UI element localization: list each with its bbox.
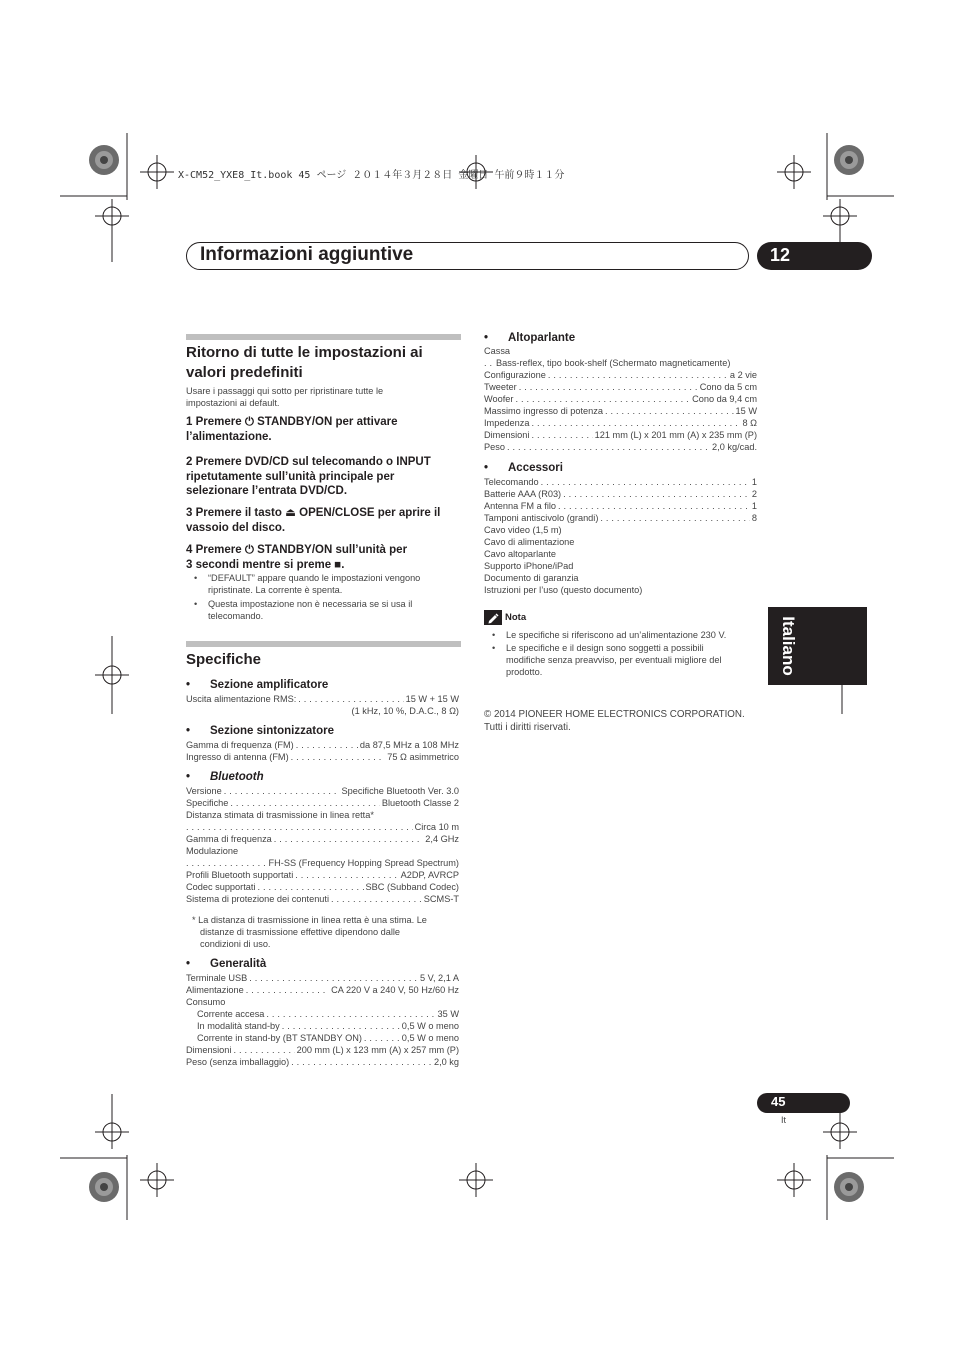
spec-label: Modulazione [186,846,239,856]
spec-condition: (1 kHz, 10 %, D.A.C., 8 Ω) [351,706,459,716]
spec-row: Massimo ingresso di potenza . . . 15 W [484,405,757,417]
crosshair-icon [140,1163,174,1197]
crosshair-icon [95,199,129,233]
spec-row: Gamma di frequenza . . . 2,4 GHz [186,833,459,845]
spec-row: . . . Circa 10 m [186,821,459,833]
amp-title: • Sezione amplificatore [186,679,329,691]
spec-row: Profili Bluetooth supportati . . . A2DP, AVRCP [186,869,459,881]
spec-row: Antenna FM a filo . . . 1 [484,500,757,512]
spec-row: . . . Bass-reflex, tipo book-shelf (Schermato magneticamente) [484,357,757,369]
crosshair-icon [777,1163,811,1197]
note-list [484,629,759,678]
step-4: 4 Premere ⏻ STANDBY/ON sull’unità per 3 secondi mentre si preme ■. [186,544,408,571]
bluetooth-footnote: * La distanza di trasmissione in linea retta è una stima. Le distanze di trasmissione effettive dipendono dalle condizioni di uso. [192,915,427,949]
step-4-notes [186,572,461,622]
specs-block [186,679,459,1068]
crosshair-icon [95,636,129,714]
crosshair-icon [777,155,811,189]
list-item: • Questa impostazione non è necessaria se si usa il telecomando. [186,598,461,622]
tuner-title: • Sezione sintonizzatore [186,725,334,737]
section-rule [186,641,461,647]
spec-row: Peso (senza imballaggio) . . . 2,0 kg [186,1056,459,1068]
spec-row: Codec supportati . . . SBC (Subband Codec) [186,881,459,893]
speaker-title: • Altoparlante [484,332,576,344]
spec-row: In modalità stand-by . . . 0,5 W o meno [186,1020,459,1032]
copyright: © 2014 PIONEER HOME ELECTRONICS CORPORATION. Tutti i diritti riservati. [484,709,745,733]
print-slug: X-CM52_YXE8_It.book 45 ページ ２０１４年３月２８日 金曜日 午前９時１１分 [178,170,565,181]
crosshair-icon [140,155,174,189]
starburst-icon [834,145,864,175]
list-item: • Le specifiche si riferiscono ad un’alimentazione 230 V. [484,629,759,641]
spec-row: Configurazione . . . a 2 vie [484,369,757,381]
speaker-block [484,332,757,596]
spec-row: Tweeter . . . Cono da 5 cm [484,381,757,393]
list-item: Cavo video (1,5 m) [484,525,562,535]
spec-row: Batterie AAA (R03) . . . 2 [484,488,757,500]
note-title: Nota [505,612,527,623]
bluetooth-title: • Bluetooth [186,771,264,783]
step-1: 1 Premere ⏻ STANDBY/ON per attivare l’alimentazione. [186,416,398,443]
page-title: Informazioni aggiuntive [200,244,414,265]
crosshair-icon [95,1094,129,1149]
note-icon [484,610,502,625]
spec-row: Terminale USB . . . 5 V, 2,1 A [186,972,459,984]
spec-row: Impedenza . . . 8 Ω [484,417,757,429]
chapter-number: 12 [770,245,791,265]
section-rule [186,334,461,340]
spec-row: Specifiche . . . Bluetooth Classe 2 [186,797,459,809]
spec-row: Woofer . . . Cono da 9,4 cm [484,393,757,405]
step-3: 3 Premere il tasto ⏏ OPEN/CLOSE per aprire il vassoio del disco. [186,507,441,534]
spec-row: Corrente in stand-by (BT STANDBY ON) . . . 0,5 W o meno [186,1032,459,1044]
general-title: • Generalità [186,958,267,970]
page-language: It [781,1115,787,1125]
accessories-title: • Accessori [484,462,563,474]
list-item: Cavo di alimentazione [484,537,575,547]
list-item: Istruzioni per l’uso (questo documento) [484,585,643,595]
page-number: 45 [771,1094,786,1109]
language-label: Italiano [779,616,799,676]
spec-row: Dimensioni . . . 200 mm (L) x 123 mm (A) x 257 mm (P) [186,1044,459,1056]
spec-label: Cassa [484,346,511,356]
reset-heading: Ritorno di tutte le impostazioni ai valori predefiniti [186,344,423,381]
crosshair-icon [823,199,857,233]
crosshair-icon [459,1163,493,1197]
spec-label: Distanza stimata di trasmissione in linea retta* [186,810,374,820]
starburst-icon [89,145,119,175]
list-item: Cavo altoparlante [484,549,557,559]
spec-label: Consumo [186,997,226,1007]
step-2: 2 Premere DVD/CD sul telecomando o INPUT ripetutamente sull’unità principale per selezionare l’entrata DVD/CD. [186,456,431,497]
starburst-icon [834,1172,864,1202]
spec-row: Dimensioni . . . 121 mm (L) x 201 mm (A) x 235 mm (P) [484,429,757,441]
spec-row: Alimentazione . . . CA 220 V a 240 V, 50 Hz/60 Hz [186,984,459,996]
list-item: • Le specifiche e il design sono soggetti a possibili modifiche senza preavviso, per eventuali migliore del prodotto. [484,642,759,678]
spec-row: Telecomando . . . 1 [484,476,757,488]
spec-row: Uscita alimentazione RMS: . . . 15 W + 15 W [186,693,459,705]
list-item: Documento di garanzia [484,573,579,583]
specs-heading: Specifiche [186,651,262,668]
spec-row: Sistema di protezione dei contenuti . . . SCMS-T [186,893,459,905]
spec-row: . . . FH-SS (Frequency Hopping Spread Spectrum) [186,857,459,869]
reset-intro: Usare i passaggi qui sotto per ripristinare tutte le impostazioni ai default. [186,386,384,408]
spec-row: Versione . . . Specifiche Bluetooth Ver. 3.0 [186,785,459,797]
starburst-icon [89,1172,119,1202]
spec-row: Gamma di frequenza (FM) . . . da 87,5 MHz a 108 MHz [186,739,459,751]
reset-section [186,343,466,409]
spec-row: Peso . . . 2,0 kg/cad. [484,441,757,453]
list-item: • “DEFAULT” appare quando le impostazioni vengono ripristinate. La corrente è spenta. [186,572,461,596]
spec-row: Ingresso di antenna (FM) . . . 75 Ω asimmetrico [186,751,459,763]
spec-row: Corrente accesa . . . 35 W [186,1008,459,1020]
list-item: Supporto iPhone/iPad [484,561,574,571]
spec-row: Tamponi antiscivolo (grandi) . . . 8 [484,512,757,524]
